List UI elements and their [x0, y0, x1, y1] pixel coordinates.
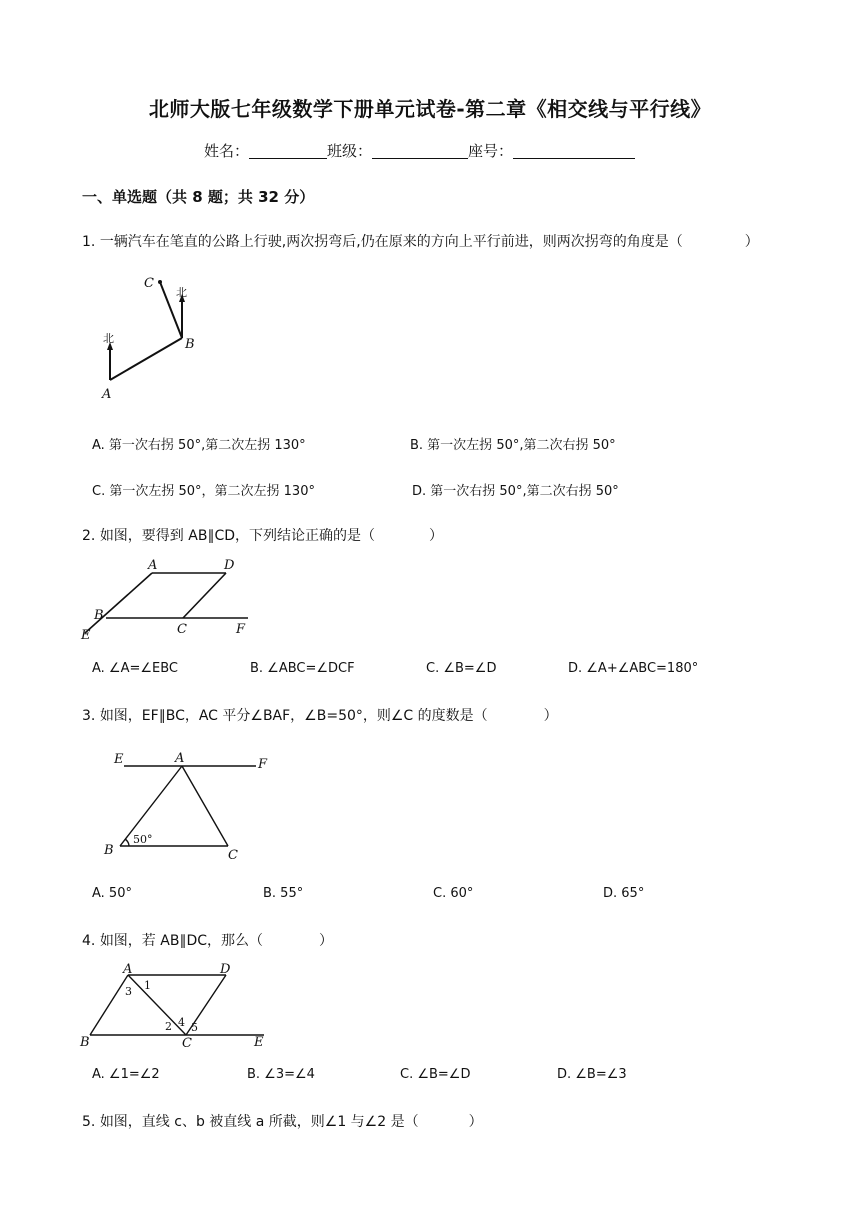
option-b[interactable]: B. 55° [263, 886, 304, 901]
option-a[interactable]: A. ∠A=∠EBC [92, 661, 179, 676]
class-label: 班级： [327, 142, 373, 160]
point-label-a: A [175, 751, 185, 766]
point-label-c: C [144, 276, 154, 291]
seat-label: 座号： [468, 142, 514, 160]
north-label: 北 [176, 286, 187, 299]
option-d[interactable]: D. 65° [603, 886, 645, 901]
point-label-a: A [102, 387, 112, 402]
option-b[interactable]: B. ∠3=∠4 [247, 1067, 315, 1082]
point-label-b: B [80, 1035, 90, 1050]
point-label-c: C [228, 848, 238, 863]
point-label-c: C [182, 1036, 192, 1051]
angle-label-1: 1 [144, 979, 151, 992]
point-label-d: D [224, 558, 235, 573]
angle-label-4: 4 [178, 1016, 185, 1029]
angle-label-5: 5 [191, 1021, 198, 1034]
point-label-e: E [254, 1035, 264, 1050]
angle-label-3: 3 [125, 985, 132, 998]
question-3-figure [104, 745, 284, 870]
name-label: 姓名： [204, 142, 250, 160]
option-c[interactable]: C. 60° [433, 886, 474, 901]
question-4-figure [78, 960, 268, 1052]
point-label-a: A [148, 558, 158, 573]
angle-label: 50° [133, 833, 153, 846]
question-4-stem: 4. 如图，若 AB∥DC，那么（ ） [82, 933, 333, 949]
point-label-b: B [104, 843, 114, 858]
option-a[interactable]: A. 第一次右拐 50°,第二次左拐 130° [92, 438, 306, 453]
option-a[interactable]: A. ∠1=∠2 [92, 1067, 160, 1082]
question-2-figure [78, 555, 258, 645]
north-label: 北 [103, 332, 114, 345]
name-blank[interactable] [249, 142, 327, 159]
question-2-stem: 2. 如图，要得到 AB∥CD，下列结论正确的是（ ） [82, 528, 443, 544]
option-c[interactable]: C. 第一次左拐 50°，第二次左拐 130° [92, 484, 315, 499]
question-1-figure [90, 270, 220, 405]
point-label-f: F [236, 622, 246, 637]
student-info-line [204, 140, 635, 161]
option-c[interactable]: C. ∠B=∠D [400, 1067, 471, 1082]
option-a[interactable]: A. 50° [92, 886, 132, 901]
option-d[interactable]: D. ∠B=∠3 [557, 1067, 627, 1082]
page-title: 北师大版七年级数学下册单元试卷-第二章《相交线与平行线》 [148, 97, 712, 121]
option-c[interactable]: C. ∠B=∠D [426, 661, 497, 676]
angle-label-2: 2 [165, 1020, 172, 1033]
section-heading: 一、单选题（共 8 题；共 32 分） [82, 188, 315, 206]
option-d[interactable]: D. ∠A+∠ABC=180° [568, 661, 699, 676]
question-5-stem: 5. 如图，直线 c、b 被直线 a 所截，则∠1 与∠2 是（ ） [82, 1114, 483, 1130]
option-d[interactable]: D. 第一次右拐 50°,第二次右拐 50° [412, 484, 619, 499]
point-label-f: F [258, 757, 268, 772]
question-3-stem: 3. 如图，EF∥BC，AC 平分∠BAF，∠B=50°，则∠C 的度数是（ ） [82, 708, 558, 724]
seat-blank[interactable] [513, 142, 635, 159]
point-label-d: D [220, 962, 231, 977]
point-label-a: A [123, 962, 133, 977]
point-label-b: B [94, 608, 104, 623]
point-label-e: E [81, 628, 91, 643]
question-1-stem: 1. 一辆汽车在笔直的公路上行驶,两次拐弯后,仍在原来的方向上平行前进，则两次拐弯的角度是（ ） [82, 234, 759, 250]
point-label-b: B [185, 337, 195, 352]
option-b[interactable]: B. ∠ABC=∠DCF [250, 661, 355, 676]
point-label-c: C [177, 622, 187, 637]
class-blank[interactable] [372, 142, 468, 159]
option-b[interactable]: B. 第一次左拐 50°,第二次右拐 50° [410, 438, 616, 453]
point-label-e: E [114, 752, 124, 767]
